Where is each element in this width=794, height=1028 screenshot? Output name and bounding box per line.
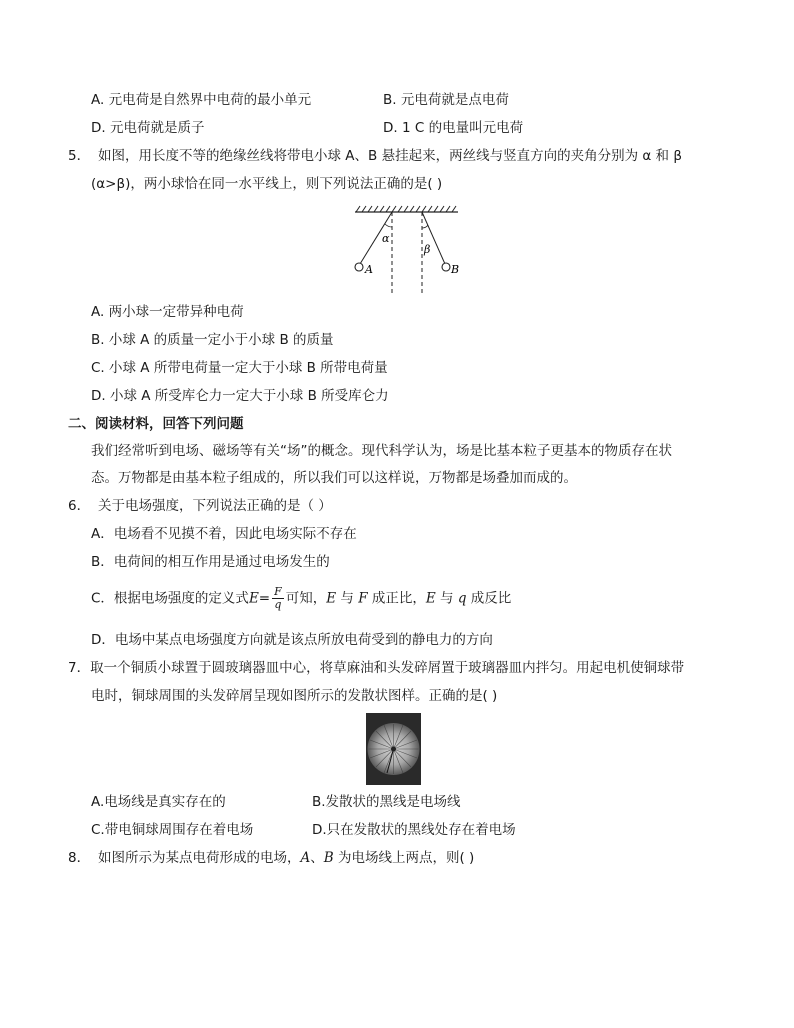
q4-option-a: A. 元电荷是自然界中电荷的最小单元: [91, 92, 312, 108]
ball-b: [442, 263, 450, 271]
q8-separator: 、: [310, 850, 324, 866]
q6-number: 6．: [68, 498, 91, 514]
q8-point-b: B: [323, 850, 334, 866]
q4-option-d1: D. 元电荷就是质子: [91, 120, 205, 136]
symbol-e2: E: [425, 590, 436, 607]
q6-option-d: D．电场中某点电场强度方向就是该点所放电荷受到的静电力的方向: [91, 632, 493, 648]
q8-stem: [98, 848, 474, 868]
q5-option-d: D. 小球 A 所受库仑力一定大于小球 B 所受库仑力: [91, 388, 389, 404]
q5-option-b: B. 小球 A 的质量一定小于小球 B 的质量: [91, 332, 334, 348]
thread-b: [422, 212, 445, 264]
q5-pendulum-figure: [340, 200, 470, 300]
q6-option-c-prop: 成正比，: [367, 590, 426, 607]
q7-option-a: A.电场线是真实存在的: [91, 794, 226, 810]
q5-option-a: A. 两小球一定带异种电荷: [91, 304, 244, 320]
q7-option-b: B.发散状的黑线是电场线: [312, 794, 461, 810]
formula-equals: =: [258, 590, 271, 607]
q6-option-c: [91, 586, 511, 611]
q6-option-c-inverse: 成反比: [466, 590, 512, 607]
q7-stem-line2: 电时，铜球周围的头发碎屑呈现如图所示的发散状图样。正确的是( ): [91, 688, 498, 704]
label-alpha: α: [382, 232, 390, 245]
q7-option-c: C.带电铜球周围存在着电场: [91, 822, 254, 838]
q6-option-b: B．电荷间的相互作用是通过电场发生的: [91, 554, 330, 570]
formula-fraction: [272, 586, 284, 611]
q8-number: 8．: [68, 850, 91, 866]
label-beta: β: [424, 243, 431, 256]
q5-number: 5．: [68, 148, 91, 164]
q6-option-c-and: 与: [336, 590, 359, 607]
q8-stem-prefix: 如图所示为某点电荷形成的电场，: [98, 850, 301, 866]
ceiling-hatch: [356, 206, 456, 212]
ball-a: [355, 263, 363, 271]
copper-ball: [391, 747, 396, 752]
symbol-q: q: [457, 590, 467, 607]
symbol-e: E: [326, 590, 337, 607]
q6-option-a: A．电场看不见摸不着，因此电场实际不存在: [91, 526, 357, 542]
q8-point-a: A: [300, 850, 311, 866]
q4-option-d2: D. 1 C 的电量叫元电荷: [383, 120, 524, 136]
section2-paragraph-line2: 态。万物都是由基本粒子组成的，所以我们可以这样说，万物都是场叠加而成的。: [91, 470, 577, 486]
formula-e: E: [248, 590, 259, 607]
q6-option-c-and2: 与: [435, 590, 458, 607]
q8-stem-suffix: 为电场线上两点，则( ): [333, 850, 475, 866]
formula-denominator: q: [274, 598, 282, 611]
q5-stem-line1: 如图，用长度不等的绝缘丝线将带电小球 A、B 悬挂起来，两丝线与竖直方向的夹角分别为 α 和 β: [98, 148, 682, 164]
q6-option-c-prefix: C．根据电场强度的定义式: [91, 590, 249, 607]
q6-stem: 关于电场强度，下列说法正确的是（ ）: [98, 498, 332, 514]
q7-stem-line1: 7．取一个铜质小球置于圆玻璃器皿中心，将草麻油和头发碎屑置于玻璃器皿内拌匀。用起电机使铜球带: [68, 660, 685, 676]
angle-arc-alpha: [385, 224, 392, 227]
section2-paragraph-line1: 我们经常听到电场、磁场等有关“场”的概念。现代科学认为，场是比基本粒子更基本的物质存在状: [91, 443, 672, 459]
q5-option-c: C. 小球 A 所带电荷量一定大于小球 B 所带电荷量: [91, 360, 388, 376]
q7-field-photo: [366, 713, 421, 785]
q4-option-b: B. 元电荷就是点电荷: [383, 92, 509, 108]
label-a: A: [365, 263, 373, 276]
formula-numerator: F: [274, 585, 282, 598]
q6-option-c-mid: 可知，: [285, 590, 327, 607]
section2-heading: 二、阅读材料，回答下列问题: [68, 416, 244, 432]
symbol-f: F: [358, 590, 368, 607]
label-b: B: [451, 263, 460, 276]
q5-stem-line2: (α>β)，两小球恰在同一水平线上，则下列说法正确的是( ): [91, 176, 443, 192]
q7-option-d: D.只在发散状的黑线处存在着电场: [312, 822, 516, 838]
angle-arc-beta: [422, 225, 428, 228]
